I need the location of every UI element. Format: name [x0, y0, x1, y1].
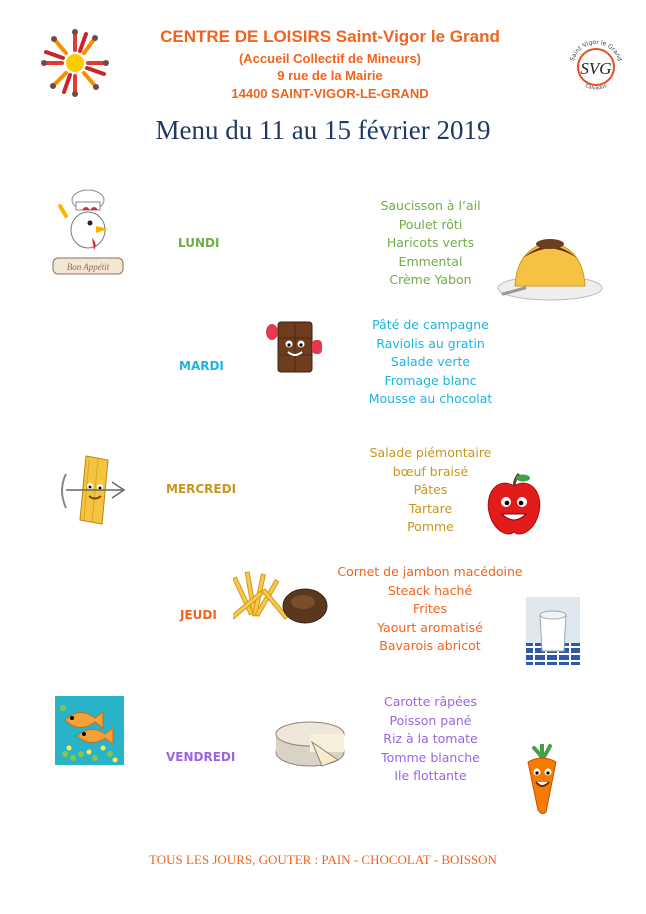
menu-lundi: [343, 197, 518, 290]
centre-city: 14400 SAINT-VIGOR-LE-GRAND: [231, 86, 429, 101]
centre-subtitle: (Accueil Collectif de Mineurs): [238, 51, 422, 66]
menu-vendredi: [343, 693, 518, 786]
chocolate-bar-mascot-illustration: [264, 318, 328, 376]
centre-name: CENTRE DE LOISIRS Saint-Vigor le Grand: [160, 27, 500, 46]
menu-item: Frites: [413, 601, 447, 617]
menu-item: Emmental: [398, 253, 463, 269]
town-logo: [563, 34, 629, 100]
cheese-illustration: [272, 712, 350, 772]
menu-item: Salade piémontaire: [369, 445, 492, 460]
menu-item: Cornet de jambon macédoine: [337, 564, 523, 579]
menu-item: Yaourt aromatisé: [377, 619, 483, 635]
day-label-mercredi: MERCREDI: [166, 482, 237, 496]
pasta-archer-illustration: [56, 450, 128, 530]
svg-text:SVG: SVG: [580, 59, 612, 78]
menu-item: Salade verte: [390, 354, 471, 370]
menu-item: bœuf braisé: [392, 463, 469, 479]
menu-item: Tartare: [408, 500, 453, 516]
menu-mardi: [343, 316, 518, 409]
menu-item: Fromage blanc: [384, 372, 477, 388]
menu-jeudi: [330, 563, 530, 656]
menu-item: Crème Yabon: [389, 272, 472, 288]
centre-street: 9 rue de la Mairie: [277, 68, 383, 83]
menu-item: Saucisson à l’ail: [380, 198, 481, 213]
day-label-vendredi: VENDREDI: [166, 750, 236, 764]
day-label-mardi: MARDI: [179, 359, 224, 373]
menu-item: Pâtes: [413, 482, 448, 498]
carrot-mascot-illustration: [522, 744, 562, 816]
menu-item: Ile flottante: [394, 768, 467, 784]
svg-text:Bon Appétit: Bon Appétit: [66, 262, 110, 272]
menu-item: Steack haché: [387, 582, 473, 598]
svg-text:Saint Vigor le Grand: Saint Vigor le Grand: [568, 38, 624, 63]
apple-mascot-illustration: [483, 472, 545, 538]
flan-dessert-illustration: [495, 228, 605, 304]
menu-title: Menu du 11 au 15 février 2019: [155, 115, 491, 145]
menu-item: Pâté de campagne: [372, 317, 489, 332]
menu-item: Tomme blanche: [381, 749, 480, 765]
daily-snack-footer: TOUS LES JOURS, GOUTER : PAIN - CHOCOLAT - BOISSON: [149, 852, 497, 867]
svg-text:Calvados: Calvados: [584, 82, 608, 92]
day-label-lundi: LUNDI: [178, 236, 220, 250]
fish-plate-illustration: [55, 696, 124, 765]
menu-item: Carotte râpées: [384, 694, 477, 709]
fries-and-steak-illustration: [233, 566, 333, 632]
menu-item: Mousse au chocolat: [368, 391, 493, 407]
menu-item: Pomme: [407, 519, 454, 535]
menu-item: Riz à la tomate: [383, 731, 478, 747]
day-label-jeudi: JEUDI: [180, 608, 217, 622]
menu-item: Bavarois abricot: [379, 638, 481, 654]
menu-item: Poisson pané: [389, 712, 472, 728]
menu-item: Raviolis au gratin: [376, 335, 485, 351]
menu-item: Poulet rôti: [398, 216, 463, 232]
chef-rooster-illustration: [48, 188, 128, 278]
sun-children-logo: [40, 28, 110, 98]
yogurt-illustration: [526, 597, 580, 665]
menu-item: Haricots verts: [386, 235, 475, 251]
